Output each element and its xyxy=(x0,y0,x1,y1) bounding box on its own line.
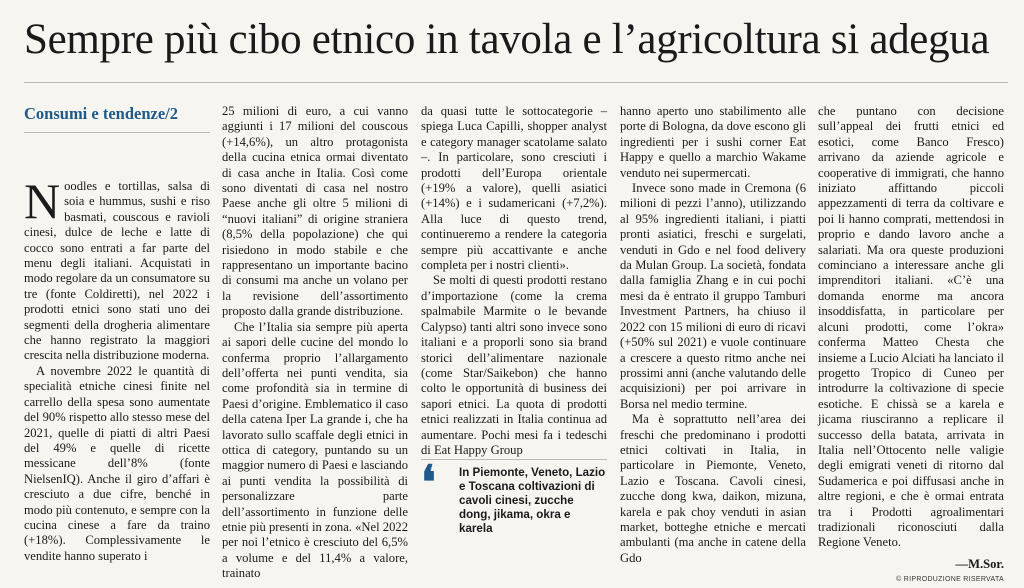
paragraph: 25 milioni di euro, a cui vanno aggiunti i 17 milioni del couscous (+14,6%), un altro protagonista della cucina etnica ormai diventato di casa anche in Italia. Così come sono diventati di casa nel nostro Paese anche gli oltre 5 milioni di “nuovi italiani” di origine straniera (8,5% della popolazione) che qui risiedono in modo stabile e che rappresentano un importante bacino di consumi ma anche un volano per la revisione dell’assortimento proposto dalla grande distribuzione. xyxy=(222,104,408,319)
paragraph: hanno aperto uno stabilimento alle porte di Bologna, da dove escono gli ingredienti per i sushi corner Eat Happy e quello a marchio Wakame venduto nei supermercati. xyxy=(620,104,806,180)
lead-paragraph xyxy=(24,173,210,364)
section-label: Consumi e tendenze/2 xyxy=(24,104,178,123)
paragraph: Se molti di questi prodotti restano d’importazione (come la crema spalmabile Marmite o le bevande Calypso) tanti altri sono invece sono italiani e a proporli sono sia brand storici dell’alimentare nazionale (come Star/Saikebon) che hanno colto le opportunità di business dei sapori etnici. La quota di prodotti etnici realizzati in Italia continua ad aumentare. Pochi mesi fa i tedeschi di Eat Happy Group xyxy=(421,273,607,457)
headline: Sempre più cibo etnico in tavola e l’agricoltura si adegua xyxy=(24,16,990,63)
copyright-notice: © RIPRODUZIONE RISERVATA xyxy=(896,576,1004,584)
paragraph: A novembre 2022 le quantità di specialità etniche cinesi finite nel carrello della spesa sono aumentate del 90% rispetto allo stesso mese del 2021, quelle di piatti di altri Paesi del 49% e quelle di ricette messicane dell’8% (fonte NielsenIQ). Anche il giro d’affari è cresciuto a due cifre, benché in modo più contenuto, e sempre con la cucina cinese a fare da traino (+18%). Complessivamente le vendite hanno superato i xyxy=(24,363,210,563)
drop-cap: N xyxy=(24,173,61,229)
paragraph: Che l’Italia sia sempre più aperta ai sapori delle cucine del mondo lo conferma proprio l’allargamento dell’offerta nei punti vendita, sia come profondità sia in termine di Paesi d’origine. Emblematico il caso della catena Iper La grande i, che ha lavorato sullo scaffale degli etnici in ottica di category, puntando su un maggior numero di Paesi e lasciando ai punti vendita la possibilità di personalizzare parte dell’assortimento in funzione delle etnie più presenti in zona. «Nel 2022 per noi l’etnico è cresciuto del 6,5% a volume e del 11,4% a valore, trainato xyxy=(222,319,408,581)
paragraph: che puntano con decisione sull’appeal dei frutti etnici ed esotici, come Banco Fresco) arrivano da aziende agricole e cooperative di immigrati, che hanno iniziato affittando piccoli appezzamenti di terra da coltivare e poi li hanno comprati, mettendosi in proprio e dando lavoro anche a salariati. Ma ora queste produzioni cominciano a interessare anche gli imprenditori italiani. «C’è una domanda enorme ma ancora insoddisfatta, in particolare per alcuni prodotti, come l’okra» conferma Matteo Chesta che insieme a Lucio Alciati ha lanciato il progetto Tropico di Cuneo per introdurre la coltivazione di specie esotiche. E chissà se a karela e jicama riusciranno a replicare il successo della batata, arrivata in Italia nell’Ottocento nelle valigie degli emigrati veneti di ritorno dal Sudamerica e poi diffusasi anche in altre regioni, e che è ormai entrata tra i Prodotti agroalimentari tradizionali riconosciuti dalla Regione Veneto. xyxy=(818,104,1004,550)
paragraph: Ma è soprattutto nell’area dei freschi che predominano i prodotti etnici coltivati in Italia, in particolare in Piemonte, Veneto, Lazio e Toscana. Cavoli cinesi, zucche dong kwa, daikon, mizuna, karela e pak choy venduti in asian market, botteghe etniche e mercati ambulanti (ma anche in catene della Gdo xyxy=(620,412,806,565)
paragraph-text: oodles e tortillas, salsa di soia e hummus, sushi e riso basmati, couscous e ravioli cinesi, dulce de leche e latte di cocco sono entrati a far parte del menu degli italiani. Acquistati in modo regolare da un consumatore su tre (fonte Coldiretti), nel 2022 i prodotti etnici sono stati uno dei segmenti della drogheria alimentare che hanno registrato la maggiori crescita nella distribuzione moderna. xyxy=(24,179,210,363)
column-5 xyxy=(818,104,1004,588)
column-4 xyxy=(620,104,806,566)
paragraph: Invece sono made in Cremona (6 milioni di pezzi l’anno), utilizzando al 95% ingredienti italiani, i piatti pronti asiatici, freschi e surgelati, venduti in Gdo e nel food delivery da Mulan Group. La società, fondata dalla famiglia Zhang e in cui pochi mesi da è entrato il gruppo Tamburi Investment Partners, ha chiuso il 2022 con 15 milioni di euro di ricavi (+50% sul 2021) e vuole continuare a crescere a questo ritmo anche nei prossimi anni (anche valutando delle acquisizioni) per poi arrivare in Borsa nel medio termine. xyxy=(620,181,806,411)
paragraph: da quasi tutte le sottocategorie – spiega Luca Capilli, shopper analyst e category manager scatolame salato –. In particolare, sono cresciuti i prodotti dell’Europa orientale (+19% a valore), quelli asiatici (+14%) e i sudamericani (+7,2%). Alla luce di questo trend, continueremo a rendere la categoria sempre più accattivante e anche completa per i nostri clienti». xyxy=(421,104,607,273)
quote-mark-icon: ❛ xyxy=(421,457,436,508)
column-2 xyxy=(222,104,408,582)
column-1 xyxy=(24,104,210,564)
pull-quote xyxy=(421,459,607,536)
author-signature: —M.Sor. xyxy=(955,556,1004,571)
section-rule xyxy=(24,132,210,133)
pull-quote-text: In Piemonte, Veneto, Lazio e Toscana coltivazioni di cavoli cinesi, zucche dong, jikama, okra e karela xyxy=(459,466,606,535)
column-3 xyxy=(421,104,607,458)
headline-rule xyxy=(24,82,1008,83)
